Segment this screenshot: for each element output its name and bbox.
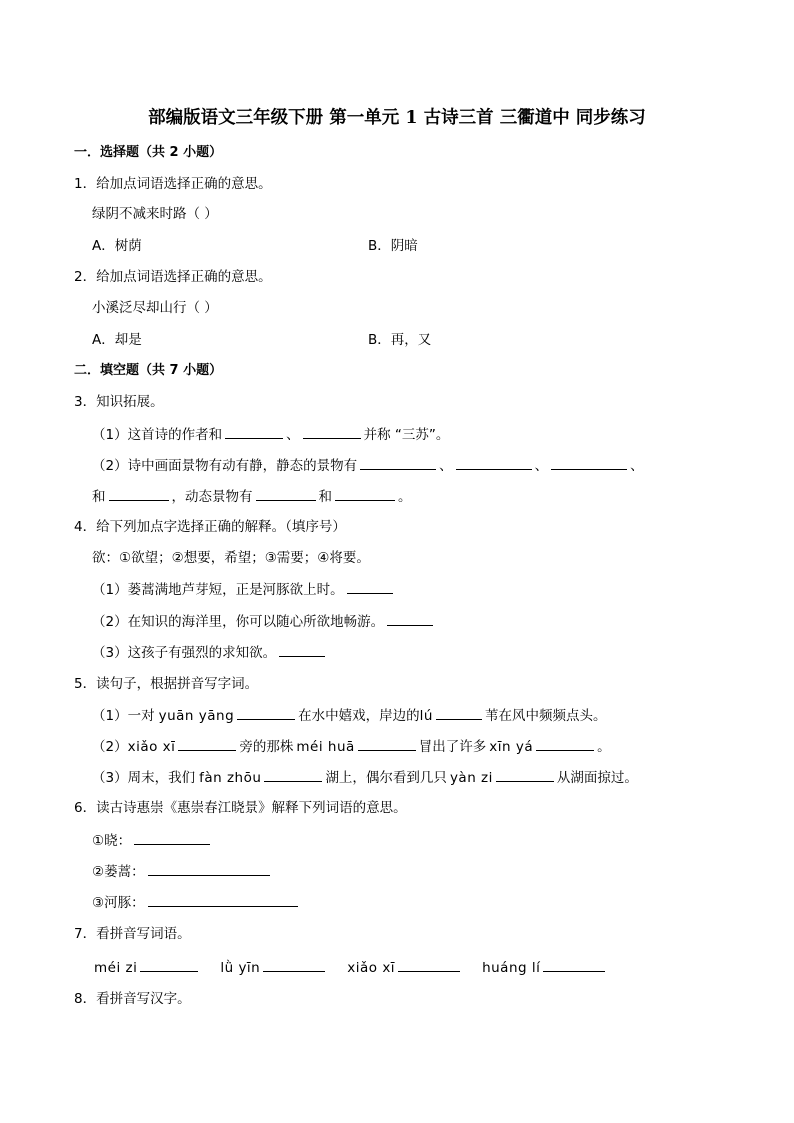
- page-title: 部编版语文三年级下册 第一单元 1 古诗三首 三衢道中 同步练习: [148, 108, 646, 128]
- question-2-option-a[interactable]: A．却是: [92, 332, 142, 348]
- question-6-word-1: [92, 831, 213, 850]
- q3-l1-text-b: 并称 “三苏”。: [363, 427, 450, 443]
- q5-l1-text-b: 在水中嬉戏，岸边的: [298, 708, 420, 724]
- answer-blank[interactable]: [109, 487, 169, 501]
- answer-blank[interactable]: [256, 487, 316, 501]
- pinyin: yuān yāng: [158, 708, 235, 724]
- question-4-stem: 4．给下列加点字选择正确的解释。（填序号）: [74, 519, 346, 535]
- q5-l2-text-d: 。: [597, 739, 611, 755]
- question-4-sentence-3: [92, 643, 328, 662]
- question-4-definitions: 欲：①欲望；②想要，希望；③需要；④将要。: [92, 550, 370, 566]
- question-1-stem: 1．给加点词语选择正确的意思。: [74, 176, 272, 192]
- q3-sep: 、: [286, 427, 300, 443]
- q4-s1-text: （1）蒌蒿满地芦芽短，正是河豚欲上时。: [92, 582, 344, 598]
- q6-w2-text: ②蒌蒿：: [92, 864, 145, 880]
- question-1-option-b[interactable]: B．阴暗: [368, 238, 418, 254]
- answer-blank[interactable]: [543, 958, 605, 972]
- answer-blank[interactable]: [398, 958, 460, 972]
- answer-blank[interactable]: [178, 737, 236, 751]
- question-7-pinyin-row: [94, 958, 608, 977]
- answer-blank[interactable]: [360, 456, 436, 470]
- q3-l2-sep-2: 、: [534, 458, 549, 474]
- pinyin: xīn yá: [489, 739, 534, 755]
- question-6-stem: 6．读古诗惠崇《惠崇春江晓景》解释下列词语的意思。: [74, 800, 407, 816]
- answer-blank[interactable]: [134, 831, 210, 845]
- q4-s3-text: （3）这孩子有强烈的求知欲。: [92, 645, 277, 661]
- q4-s2-text: （2）在知识的海洋里，你可以随心所欲地畅游。: [92, 614, 385, 630]
- q3-l2-text-a: （2）诗中画面景物有动有静，静态的景物有: [92, 458, 358, 474]
- q5-l2-text-a: （2）: [92, 739, 128, 755]
- answer-blank[interactable]: [536, 737, 594, 751]
- answer-blank[interactable]: [264, 768, 322, 782]
- q3-l1-text-a: （1）这首诗的作者和: [92, 427, 223, 443]
- q5-l2-text-c: 冒出了许多: [418, 739, 487, 755]
- question-3-stem: 3．知识拓展。: [74, 394, 164, 410]
- question-5-line-2: [92, 737, 611, 756]
- answer-blank[interactable]: [303, 425, 361, 439]
- answer-blank[interactable]: [148, 893, 298, 907]
- question-7-stem: 7．看拼音写词语。: [74, 926, 191, 942]
- answer-blank[interactable]: [279, 643, 325, 657]
- answer-blank[interactable]: [335, 487, 395, 501]
- pinyin: lǜ yīn: [220, 960, 261, 976]
- question-5-stem: 5．读句子，根据拼音写字词。: [74, 676, 259, 692]
- question-8-stem: 8．看拼音写汉字。: [74, 991, 191, 1007]
- question-5-line-3: [92, 768, 638, 787]
- section-heading-choice: 一．选择题（共 2 小题）: [74, 145, 223, 160]
- pinyin: méi zi: [94, 960, 138, 976]
- question-4-sentence-2: [92, 612, 436, 631]
- q3-l2-sep-1: 、: [439, 458, 453, 474]
- pinyin: xiǎo xī: [127, 739, 176, 755]
- q5-l3-text-a: （3）周末，我们: [92, 770, 196, 786]
- q3-l2-sep-3: 、: [630, 458, 644, 474]
- q3-l3-text-b: ，动态景物有: [171, 489, 253, 505]
- q6-w3-text: ③河豚：: [92, 895, 145, 911]
- answer-blank[interactable]: [347, 580, 393, 594]
- q3-l3-text-a: 和: [92, 489, 106, 505]
- answer-blank[interactable]: [358, 737, 416, 751]
- question-2-stem: 2．给加点词语选择正确的意思。: [74, 269, 272, 285]
- answer-blank[interactable]: [140, 958, 198, 972]
- question-2-option-b[interactable]: B．再，又: [368, 332, 432, 348]
- q5-l2-text-b: 旁的那株: [239, 739, 294, 755]
- pinyin: méi huā: [296, 739, 355, 755]
- pinyin: xiǎo xī: [347, 960, 396, 976]
- answer-blank[interactable]: [456, 456, 532, 470]
- q5-l1-text-a: （1）一对: [92, 708, 155, 724]
- question-6-word-3: [92, 893, 301, 912]
- question-2-sentence: 小溪泛尽却山行（ ）: [92, 300, 218, 316]
- question-6-word-2: [92, 862, 273, 881]
- question-1-sentence: 绿阴不减来时路（ ）: [92, 206, 218, 222]
- question-4-sentence-1: [92, 580, 396, 599]
- question-3-line-1: [92, 425, 449, 444]
- q5-l1-text-c: 苇在风中频频点头。: [484, 708, 607, 724]
- q5-l3-text-b: 湖上，偶尔看到几只: [325, 770, 447, 786]
- answer-blank[interactable]: [225, 425, 283, 439]
- pinyin: fàn zhōu: [199, 770, 262, 786]
- answer-blank[interactable]: [436, 706, 482, 720]
- q5-l3-text-c: 从湖面掠过。: [556, 770, 638, 786]
- answer-blank[interactable]: [551, 456, 627, 470]
- pinyin: huáng lí: [482, 960, 541, 976]
- answer-blank[interactable]: [387, 612, 433, 626]
- question-5-line-1: [92, 706, 606, 725]
- q3-l3-text-d: 。: [398, 489, 412, 505]
- answer-blank[interactable]: [496, 768, 554, 782]
- pinyin: lú: [419, 708, 433, 724]
- answer-blank[interactable]: [148, 862, 270, 876]
- section-heading-fill: 二．填空题（共 7 小题）: [74, 363, 223, 378]
- answer-blank[interactable]: [263, 958, 325, 972]
- question-1-option-a[interactable]: A．树荫: [92, 238, 142, 254]
- q6-w1-text: ①晓：: [92, 833, 132, 849]
- pinyin: yàn zi: [449, 770, 493, 786]
- answer-blank[interactable]: [237, 706, 295, 720]
- question-3-line-2: [92, 456, 644, 475]
- q3-l3-text-c: 和: [318, 489, 332, 505]
- question-3-line-3: [92, 487, 412, 506]
